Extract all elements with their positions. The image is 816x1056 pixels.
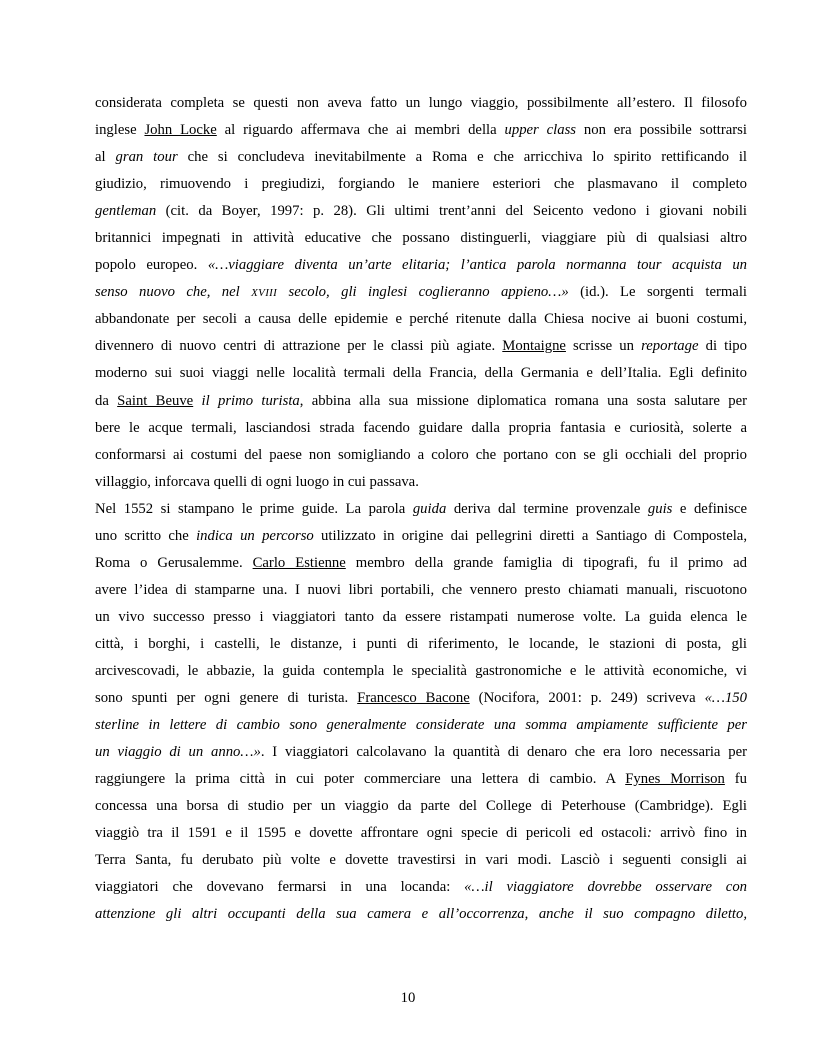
text-run: . I viaggiatori calcolavano la quantità di denaro che era loro necessaria per xyxy=(260,744,747,761)
text-line xyxy=(95,739,747,766)
text-line xyxy=(95,333,747,360)
text-line xyxy=(95,793,747,820)
text-line xyxy=(95,415,747,442)
italic-text: sterline in lettere di cambio sono generalmente considerate una somma ampiamente sufficiente per xyxy=(95,717,747,734)
text-run xyxy=(193,393,201,409)
text-run: uno scritto che xyxy=(95,527,197,544)
underlined-name: Francesco Bacone xyxy=(357,690,470,707)
italic-text: gran tour xyxy=(115,149,178,166)
text-run: membro della grande famiglia di tipografi, fu il primo ad xyxy=(345,554,747,571)
italic-text: il primo turista xyxy=(201,392,300,409)
text-line xyxy=(95,658,747,685)
text-run: bere le acque termali, lasciandosi strada facendo guidare dalla propria fantasia e curiosità, solerte a xyxy=(95,419,747,436)
text-run: che si concludeva inevitabilmente a Roma e che arricchiva lo spirito rettificando il xyxy=(177,149,747,166)
italic-text: «…150 xyxy=(704,690,747,707)
text-run: scrisse un xyxy=(565,338,642,355)
text-run: moderno sui suoi viaggi nelle località termali della Francia, della Germania e dell’Italia. Egli definito xyxy=(95,365,747,382)
text-run: viaggiatori che dovevano fermarsi in una locanda: xyxy=(95,879,465,896)
italic-text: reportage xyxy=(641,338,699,355)
text-line xyxy=(95,712,747,739)
text-run: di tipo xyxy=(698,338,747,355)
text-run: arrivò fino in xyxy=(651,825,747,842)
text-run: divennero di nuovo centri di attrazione per le classi più agiate. xyxy=(95,338,503,355)
underlined-name: Montaigne xyxy=(502,338,566,355)
text-run: abbandonate per secoli a causa delle epidemie e perché ritenute dalla Chiesa nocive ai buoni costumi, xyxy=(95,311,747,328)
text-run: utilizzato in origine dai pellegrini diretti a Santiago di Compostela, xyxy=(313,527,747,544)
text-run: da xyxy=(95,392,118,409)
italic-text: «…il viaggiatore dovrebbe osservare con xyxy=(464,879,747,896)
text-line xyxy=(95,279,747,306)
text-line xyxy=(95,306,747,333)
text-run: arcivescovadi, le abbazie, la guida contempla le specialità gastronomiche e le attività economiche, vi xyxy=(95,662,747,679)
underlined-name: Fynes Morrison xyxy=(625,771,725,788)
text-line xyxy=(95,631,747,658)
page-number: 10 xyxy=(400,990,416,1006)
italic-text: secolo, gli inglesi coglieranno appieno…» xyxy=(277,284,569,301)
text-line xyxy=(95,496,747,523)
text-line xyxy=(95,252,747,279)
italic-text: upper class xyxy=(504,122,577,139)
text-line xyxy=(95,847,747,874)
text-line xyxy=(95,550,747,577)
text-run: deriva dal termine provenzale xyxy=(446,500,648,517)
text-line xyxy=(95,874,747,901)
text-run: britannici impegnati in attività educative che possano distinguerli, viaggiare più di qualsiasi altro xyxy=(95,230,747,247)
text-run: sono spunti per ogni genere di turista. xyxy=(95,690,358,707)
italic-text: un viaggio di un anno…» xyxy=(95,744,261,761)
text-run: conformarsi ai costumi del paese non somigliando a coloro che portano con se gli occhiali del proprio xyxy=(95,446,747,463)
text-line xyxy=(95,820,747,847)
text-line xyxy=(95,388,747,415)
text-line xyxy=(95,766,747,793)
text-line xyxy=(95,442,747,469)
underlined-name: Saint Beuve xyxy=(117,392,194,409)
text-run: Nel 1552 si stampano le prime guide. La parola xyxy=(95,500,413,517)
italic-text: indica un percorso xyxy=(196,527,314,544)
text-run: e definisce xyxy=(672,500,747,517)
italic-text: «…viaggiare diventa un’arte elitaria; l’antica parola normanna tour acquista un xyxy=(207,257,747,274)
text-run: considerata completa se questi non aveva fatto un lungo viaggio, possibilmente all’estero. Il filosofo xyxy=(95,95,747,111)
text-run: raggiungere la prima città in cui poter commerciare una lettera di cambio. A xyxy=(95,771,626,788)
italic-text: attenzione gli altri occupanti della sua camera e all’occorrenza, anche il suo compagno diletto, xyxy=(95,906,747,923)
text-run: città, i borghi, i castelli, le distanze, i punti di riferimento, le locande, le stazioni di posta, gli xyxy=(95,635,747,652)
text-run: popolo europeo. xyxy=(95,257,208,274)
text-run: avere l’idea di stamparne una. I nuovi libri portabili, che vennero presto chiamati manuali, riscuotono xyxy=(95,581,747,598)
text-run: non era possibile sottrarsi xyxy=(576,122,747,139)
italic-text: guis xyxy=(647,500,673,517)
text-run: fu xyxy=(724,771,747,788)
text-line xyxy=(95,171,747,198)
text-run: , abbina alla sua missione diplomatica romana una sosta salutare per xyxy=(299,392,747,409)
text-line xyxy=(95,604,747,631)
text-run: giudizio, rimuovendo i pregiudizi, forgiando le maniere esteriori che plasmavano il completo xyxy=(95,176,747,193)
text-run: Roma o Gerusalemme. xyxy=(95,554,253,571)
text-run: inglese xyxy=(95,122,145,139)
text-line xyxy=(95,144,747,171)
text-run: un vivo successo presso i viaggiatori tanto da essere ristampati numerose volte. La guida elenca le xyxy=(95,608,747,625)
text-run: villaggio, inforcava quelli di ogni luogo in cui passava. xyxy=(95,473,419,490)
text-run: viaggiò tra il 1591 e il 1595 e dovette affrontare ogni specie di pericoli ed ostacoli xyxy=(95,825,647,842)
underlined-name: John Locke xyxy=(144,122,217,139)
italic-text: guida xyxy=(412,500,447,517)
text-line xyxy=(95,901,747,928)
text-line xyxy=(95,117,747,144)
text-line xyxy=(95,360,747,387)
text-line xyxy=(95,225,747,252)
text-line xyxy=(95,90,747,117)
text-line xyxy=(95,469,747,496)
text-run: Terra Santa, fu derubato più volte e dovette travestirsi in vari modi. Lasciò i seguenti consigli ai xyxy=(95,852,747,869)
italic-text: : xyxy=(646,825,652,842)
text-run: al xyxy=(95,149,116,166)
text-line xyxy=(95,198,747,225)
underlined-name: Carlo Estienne xyxy=(252,554,346,571)
document-body xyxy=(95,90,747,928)
italic-text: gentleman xyxy=(95,203,157,220)
italic-text: XVIII xyxy=(251,287,278,300)
text-run: (Nocifora, 2001: p. 249) scriveva xyxy=(469,690,705,707)
text-run: al riguardo affermava che ai membri della xyxy=(216,122,505,139)
text-run: (cit. da Boyer, 1997: p. 28). Gli ultimi trent’anni del Seicento vedono i giovani nobili xyxy=(156,203,747,220)
text-line xyxy=(95,523,747,550)
text-run: concessa una borsa di studio per un viaggio da parte del College di Peterhouse (Cambridge). Egli xyxy=(95,798,747,815)
text-line xyxy=(95,685,747,712)
italic-text: senso nuovo che, nel xyxy=(95,284,252,301)
text-line xyxy=(95,577,747,604)
text-run: (id.). Le sorgenti termali xyxy=(568,284,747,301)
